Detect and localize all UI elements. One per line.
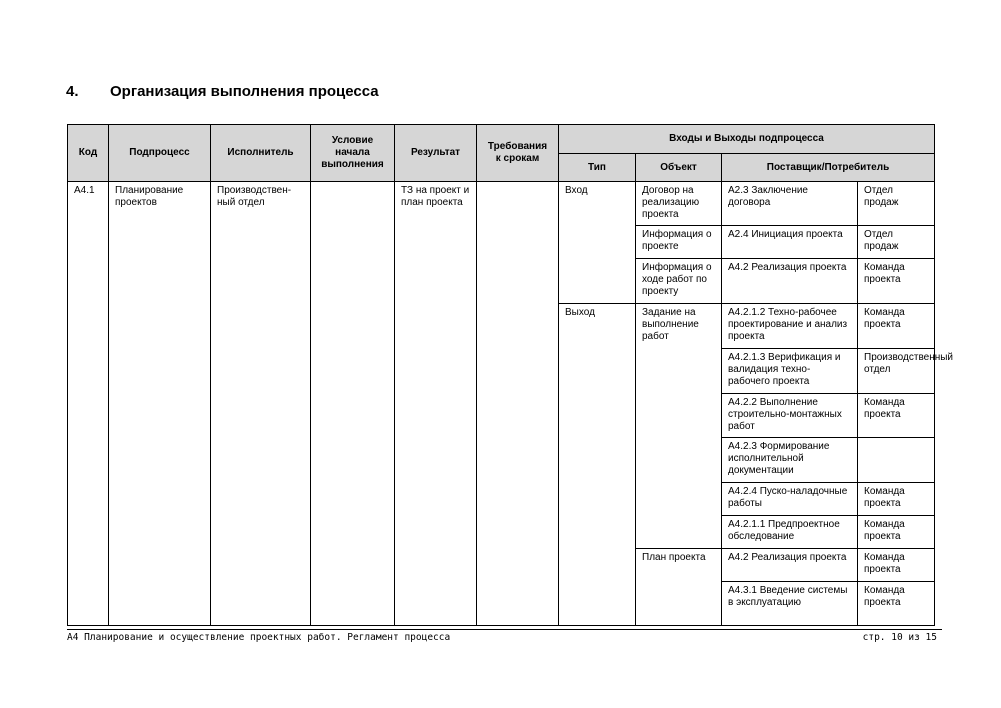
cell-io-party: Команда проекта (858, 394, 935, 438)
cell-result: ТЗ на проект и план проекта (395, 182, 477, 626)
cell-io-process: A4.2.3 Формирование исполнительной документации (722, 438, 858, 483)
cell-io-party: Команда проекта (858, 582, 935, 626)
header-row-1 (68, 125, 935, 154)
table-row (68, 182, 935, 226)
header-supplier: Поставщик/Потребитель (722, 154, 935, 182)
cell-io-party: Команда проекта (858, 516, 935, 549)
cell-io-party: Команда проекта (858, 549, 935, 582)
cell-io-party: Производственный отдел (858, 349, 935, 394)
cell-start-condition (311, 182, 395, 626)
footer-divider (67, 629, 942, 630)
cell-io-process: A2.4 Инициация проекта (722, 226, 858, 259)
cell-code: A4.1 (68, 182, 109, 626)
cell-io-party: Отдел продаж (858, 182, 935, 226)
header-io-group: Входы и Выходы подпроцесса (559, 125, 935, 154)
cell-subprocess: Планирование проектов (109, 182, 211, 626)
cell-io-object: Информация о проекте (636, 226, 722, 259)
cell-io-party: Команда проекта (858, 483, 935, 516)
cell-io-party: Отдел продаж (858, 226, 935, 259)
cell-io-party: Команда проекта (858, 259, 935, 304)
cell-io-process: A4.2 Реализация проекта (722, 549, 858, 582)
footer-page-number: стр. 10 из 15 (862, 632, 937, 643)
header-deadline: Требования к срокам (477, 125, 559, 182)
header-subprocess: Подпроцесс (109, 125, 211, 182)
cell-deadline (477, 182, 559, 626)
cell-io-object: Договор на реализацию проекта (636, 182, 722, 226)
footer-document-title: A4 Планирование и осуществление проектных работ. Регламент процесса (67, 632, 451, 643)
cell-io-process: A4.2.2 Выполнение строительно-монтажных работ (722, 394, 858, 438)
cell-io-process: A4.2.4 Пуско-наладочные работы (722, 483, 858, 516)
table-body (68, 182, 954, 626)
process-table (67, 124, 954, 626)
cell-io-process: A4.2.1.2 Техно-рабочее проектирование и анализ проекта (722, 304, 858, 349)
cell-io-process: A2.3 Заключение договора (722, 182, 858, 226)
cell-executor: Производствен-ный отдел (211, 182, 311, 626)
cell-io-party: Команда проекта (858, 304, 935, 349)
section-heading (66, 83, 379, 100)
cell-io-type: Вход (559, 182, 636, 304)
header-object: Объект (636, 154, 722, 182)
section-title: Организация выполнения процесса (110, 83, 379, 100)
cell-io-process: A4.3.1 Введение системы в эксплуатацию (722, 582, 858, 626)
cell-io-process: A4.2.1.3 Верификация и валидация техно-рабочего проекта (722, 349, 858, 394)
cell-io-process: A4.2.1.1 Предпроектное обследование (722, 516, 858, 549)
cell-io-process: A4.2 Реализация проекта (722, 259, 858, 304)
header-executor: Исполнитель (211, 125, 311, 182)
cell-io-object: Информация о ходе работ по проекту (636, 259, 722, 304)
cell-io-party (858, 438, 935, 483)
cell-io-object: План проекта (636, 549, 722, 626)
cell-io-type: Выход (559, 304, 636, 626)
header-code: Код (68, 125, 109, 182)
section-number: 4. (66, 83, 79, 100)
header-start-condition: Условие начала выполнения (311, 125, 395, 182)
cell-io-object: Задание на выполнение работ (636, 304, 722, 549)
header-type: Тип (559, 154, 636, 182)
header-result: Результат (395, 125, 477, 182)
